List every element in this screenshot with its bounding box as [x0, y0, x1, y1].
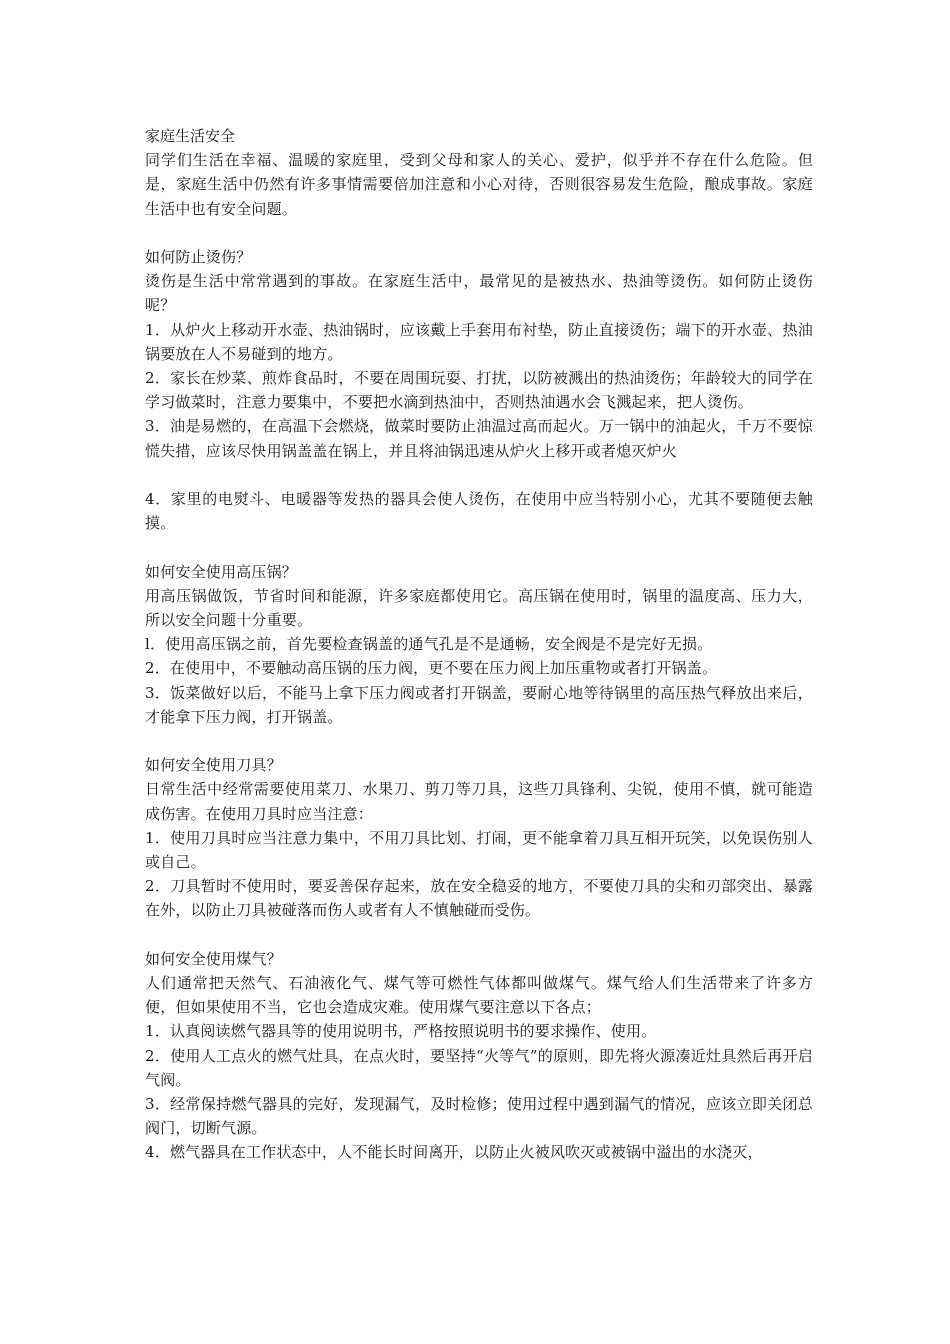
spacer [145, 535, 813, 559]
section-heading-burns: 如何防止烫伤？ [145, 248, 252, 266]
spacer [145, 463, 813, 487]
section-gas-item-2: 2．使用人工点火的燃气灶具，在点火时，要坚持“火等气”的原则，即先将火源凑近灶具然后再开启气阀。 [145, 1046, 813, 1089]
section-knives-item-1: 1．使用刀具时应当注意力集中，不用刀具比划、打闹，更不能拿着刀具互相开玩笑，以免误伤别人或自己。 [145, 828, 813, 872]
section-pressure-cooker-item-2: 2．在使用中，不要触动高压锅的压力阀，更不要在压力阀上加压重物或者打开锅盖。 [145, 659, 718, 678]
section-knives-item-2: 2．刀具暂时不使用时，要妥善保存起来，放在安全稳妥的地方，不要使刀具的尖和刃部突出、暴露在外，以防止刀具被碰落而伤人或者有人不慎触碰而受伤。 [145, 877, 813, 920]
section-pressure-cooker-paragraph: 用高压锅做饭，节省时间和能源，许多家庭都使用它。高压锅在使用时，锅里的温度高、压力大，所以安全问题十分重要。 [145, 586, 813, 630]
intro-paragraph: 同学们生活在幸福、温暖的家庭里，受到父母和家人的关心、爱护，似乎并不存在什么危险。但是，家庭生活中仍然有许多事情需要倍加注意和小心对待，否则很容易发生危险，酿成事故。家庭生活中也有安全问题。 [145, 151, 813, 218]
section-burns-item-2: 2．家长在炒菜、煎炸食品时，不要在周围玩耍、打扰，以防被溅出的热油烫伤；年龄较大的同学在学习做菜时，注意力要集中，不要把水滴到热油中，否则热油遇水会飞溅起来，把人烫伤。 [145, 369, 813, 412]
section-burns-item-4: 4．家里的电熨斗、电暖器等发热的器具会使人烫伤，在使用中应当特别小心，尤其不要随便去触摸。 [145, 490, 813, 533]
spacer [145, 729, 813, 753]
section-knives-paragraph: 日常生活中经常需要使用菜刀、水果刀、剪刀等刀具，这些刀具锋利、尖锐，使用不慎，就可能造成伤害。在使用刀具时应当注意： [145, 780, 813, 823]
section-heading-gas: 如何安全使用煤气？ [145, 949, 282, 968]
section-gas-item-1: 1．认真阅读燃气器具等的使用说明书，严格按照说明书的要求操作、使用。 [145, 1022, 657, 1041]
section-burns-item-1: 1．从炉火上移动开水壶、热油锅时，应该戴上手套用布衬垫，防止直接烫伤；端下的开水壶、热油锅要放在人不易碰到的地方。 [145, 320, 813, 363]
spacer [145, 923, 813, 947]
section-burns-paragraph: 烫伤是生活中常常遇到的事故。在家庭生活中，最常见的是被热水、热油等烫伤。如何防止烫伤呢？ [145, 272, 813, 315]
section-heading-knives: 如何安全使用刀具？ [145, 756, 282, 775]
section-pressure-cooker-item-1: l．使用高压锅之前，首先要检查锅盖的通气孔是不是通畅，安全阀是不是完好无损。 [145, 635, 713, 654]
section-heading-pressure-cooker: 如何安全使用高压锅？ [145, 562, 298, 581]
section-gas-item-3: 3．经常保持燃气器具的完好，发现漏气，及时检修；使用过程中遇到漏气的情况，应该立即关闭总阀门，切断气源。 [145, 1095, 813, 1138]
section-pressure-cooker-item-3: 3．饭菜做好以后，不能马上拿下压力阀或者打开锅盖，要耐心地等待锅里的高压热气释放出来后，才能拿下压力阀，打开锅盖。 [145, 683, 813, 726]
section-burns-item-3: 3．油是易燃的，在高温下会燃烧，做菜时要防止油温过高而起火。万一锅中的油起火，千万不要惊慌失措，应该尽快用锅盖盖在锅上，并且将油锅迅速从炉火上移开或者熄灭炉火 [145, 417, 813, 460]
document-page [145, 124, 813, 1165]
spacer [145, 221, 813, 245]
section-gas-paragraph: 人们通常把天然气、石油液化气、煤气等可燃性气体都叫做煤气。煤气给人们生活带来了许多方便，但如果使用不当，它也会造成灾难。使用煤气要注意以下各点； [145, 974, 813, 1017]
section-gas-item-4: 4．燃气器具在工作状态中，人不能长时间离开，以防止火被风吹灭或被锅中溢出的水浇灭， [145, 1143, 763, 1162]
document-title: 家庭生活安全 [145, 127, 236, 145]
